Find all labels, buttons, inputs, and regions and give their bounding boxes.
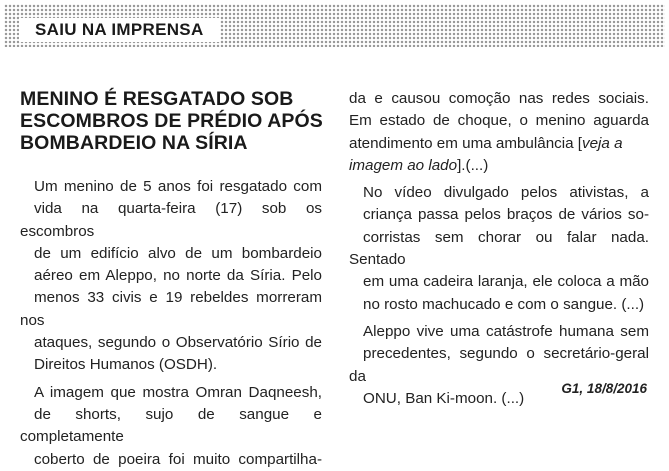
text-line — [349, 155, 649, 177]
text-segment: ].(...) — [457, 156, 489, 174]
image-reference: veja a — [582, 134, 623, 152]
text-line: No vídeo divulgado pelos ativistas, a — [363, 184, 649, 202]
text-line: A imagem que mostra Omran Daqneesh, — [34, 383, 322, 401]
section-label: SAIU NA IMPRENSA — [19, 18, 220, 42]
text-line: Um menino de 5 anos foi resgatado com — [34, 178, 322, 195]
article-source: G1, 18/8/2016 — [561, 381, 647, 396]
text-line: coberto de poeira foi muito compartilha- — [34, 450, 322, 468]
paragraph-3 — [349, 182, 649, 316]
section-header-bar — [4, 4, 665, 47]
text-line: menos 33 civis e 19 rebeldes morreram nos — [20, 289, 322, 329]
text-line: criança passa pelos braços de vários so- — [363, 206, 649, 224]
text-line: da e causou comoção nas redes sociais. — [349, 90, 649, 107]
text-line: Direitos Humanos (OSDH). — [34, 356, 218, 374]
text-line — [349, 133, 649, 155]
paragraph-1 — [20, 176, 322, 377]
text-line: ONU, Ban Ki-moon. (...) — [363, 389, 525, 407]
text-line: corristas sem chorar ou falar nada. Sentado — [349, 228, 649, 269]
text-line: no rosto machucado e com o sangue. (...) — [363, 295, 645, 313]
headline-line: ESCOMBROS DE PRÉDIO APÓS — [20, 110, 323, 132]
text-line: Em estado de choque, o menino aguarda — [349, 112, 649, 130]
text-line: de um edifício alvo de um bombardeio — [34, 244, 322, 262]
text-line: vida na quarta-feira (17) sob os escombros — [20, 200, 322, 240]
paragraph-2-continued — [349, 88, 649, 177]
headline-line: MENINO É RESGATADO SOB — [20, 88, 294, 110]
article-headline — [20, 88, 340, 154]
image-reference-cont: imagem ao lado — [349, 156, 458, 174]
headline-line: BOMBARDEIO NA SÍRIA — [20, 132, 248, 154]
text-line: aéreo em Aleppo, no norte da Síria. Pelo — [34, 267, 322, 285]
text-segment: atendimento em uma ambulância [ — [349, 134, 583, 152]
paragraph-2 — [20, 382, 322, 471]
paragraph-4 — [349, 321, 649, 410]
text-line: de shorts, sujo de sangue e completamente — [20, 405, 322, 446]
text-line: Aleppo vive uma catástrofe humana sem — [363, 322, 649, 340]
text-line: ataques, segundo o Observatório Sírio de — [34, 334, 322, 352]
text-line: em uma cadeira laranja, ele coloca a mão — [363, 273, 649, 291]
text-line: precedentes, segundo o secretário-geral da — [349, 345, 649, 385]
article-left-column — [20, 176, 322, 471]
article-right-column — [349, 88, 649, 410]
